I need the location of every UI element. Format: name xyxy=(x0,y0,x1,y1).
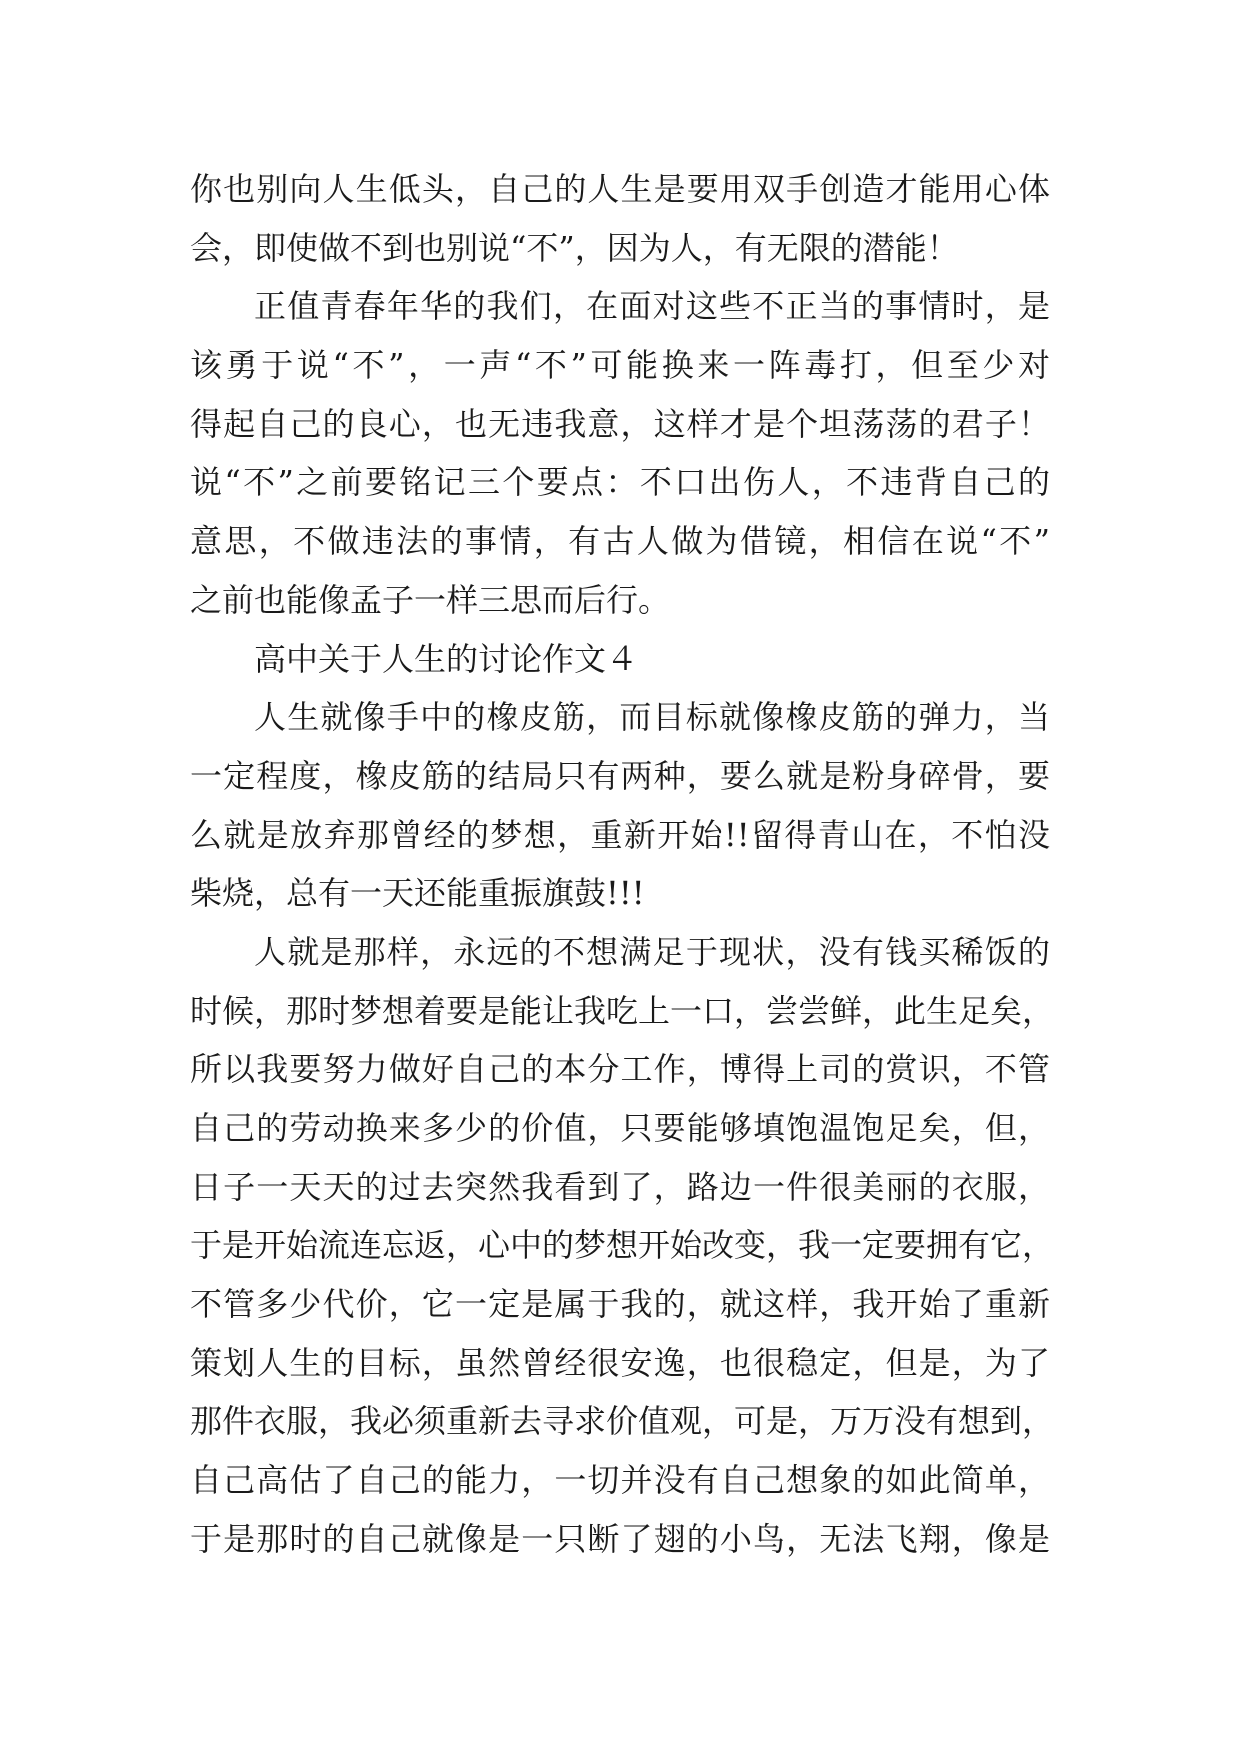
text-line: 说“不”之前要铭记三个要点：不口出伤人，不违背自己的 xyxy=(190,463,1050,502)
text-line: 你也别向人生低头，自己的人生是要用双手创造才能用心体 xyxy=(190,170,1050,208)
text-line: 得起自己的良心，也无违我意，这样才是个坦荡荡的君子！ xyxy=(190,404,1050,443)
text-line: 那件衣服，我必须重新去寻求价值观，可是，万万没有想到， xyxy=(190,1402,1055,1441)
text-line: 于是那时的自己就像是一只断了翅的小鸟，无法飞翔，像是 xyxy=(190,1519,1050,1558)
text-line: 时候，那时梦想着要是能让我吃上一口，尝尝鲜，此生足矣， xyxy=(190,991,1055,1030)
text-line: 人生就像手中的橡皮筋，而目标就像橡皮筋的弹力，当 xyxy=(254,698,1050,737)
text-line: 正值青春年华的我们，在面对这些不正当的事情时，是 xyxy=(254,287,1050,326)
text-line: 自己高估了自己的能力，一切并没有自己想象的如此简单， xyxy=(190,1461,1050,1500)
text-line: 么就是放弃那曾经的梦想，重新开始!!留得青山在，不怕没 xyxy=(190,815,1050,854)
text-line: 于是开始流连忘返，心中的梦想开始改变，我一定要拥有它， xyxy=(190,1226,1055,1265)
text-line: 之前也能像孟子一样三思而后行。 xyxy=(190,580,671,619)
text-line: 柴烧，总有一天还能重振旗鼓!!! xyxy=(190,874,645,913)
text-line: 该勇于说“不”，一声“不”可能换来一阵毒打，但至少对 xyxy=(190,346,1050,385)
text-line: 一定程度，橡皮筋的结局只有两种，要么就是粉身碎骨，要 xyxy=(190,756,1050,795)
text-line: 自己的劳动换来多少的价值，只要能够填饱温饱足矣，但， xyxy=(190,1109,1050,1147)
section-heading: 高中关于人生的讨论作文４ xyxy=(254,639,639,678)
text-line: 会，即使做不到也别说“不”，因为人，有无限的潜能！ xyxy=(190,228,959,267)
text-line: 日子一天天的过去突然我看到了，路边一件很美丽的衣服， xyxy=(190,1167,1050,1206)
text-line: 策划人生的目标，虽然曾经很安逸，也很稳定，但是，为了 xyxy=(190,1343,1050,1382)
text-line: 人就是那样，永远的不想满足于现状，没有钱买稀饭的 xyxy=(254,932,1050,971)
document-body xyxy=(190,160,1055,1569)
text-line: 所以我要努力做好自己的本分工作，博得上司的赏识，不管 xyxy=(190,1050,1050,1089)
text-line: 意思，不做违法的事情，有古人做为借镜，相信在说“不” xyxy=(190,522,1050,561)
text-line: 不管多少代价，它一定是属于我的，就这样，我开始了重新 xyxy=(190,1285,1050,1324)
